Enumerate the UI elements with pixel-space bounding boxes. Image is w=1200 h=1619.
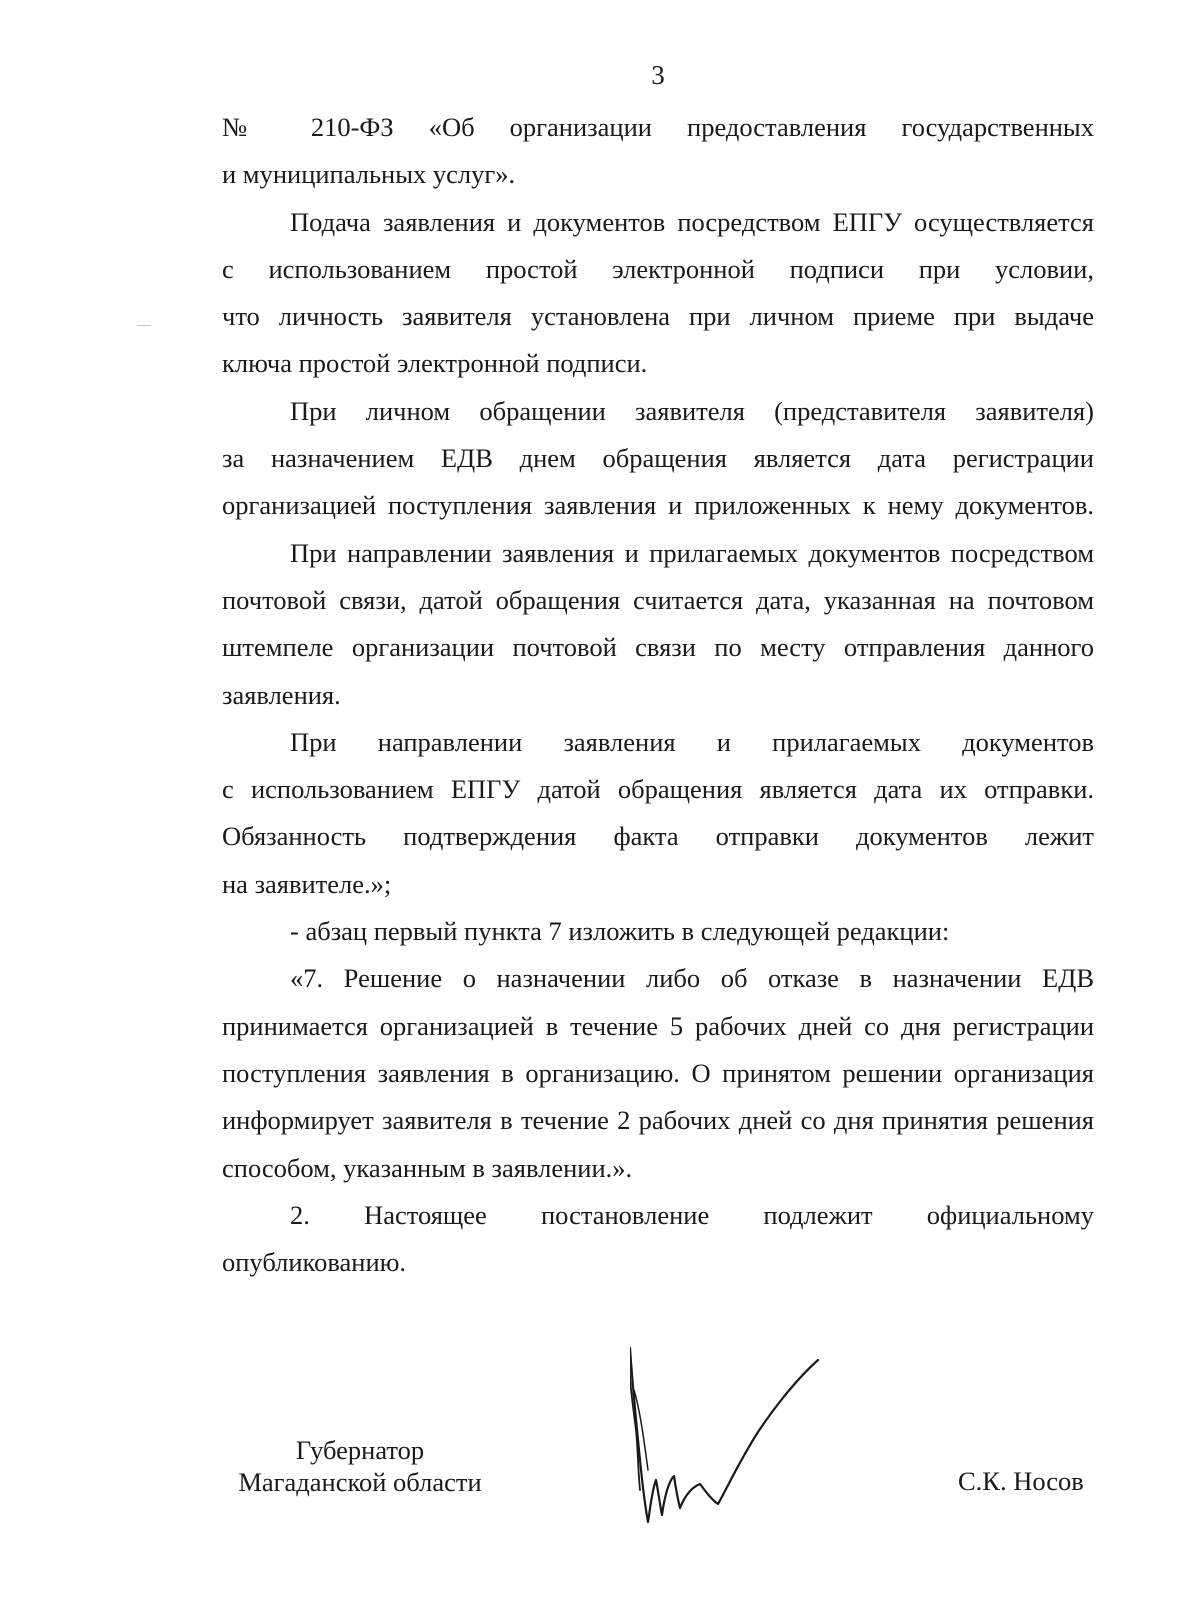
text-line: При личном обращении заявителя (представителя заявителя): [290, 395, 1094, 426]
text-line: за назначением ЕДВ днем обращения является дата регистрации: [222, 443, 1094, 474]
text-line: Обязанность подтверждения факта отправки документов лежит: [222, 821, 1094, 852]
text-line: ключа простой электронной подписи.: [222, 348, 648, 379]
signer-position-line1: Губернатор: [295, 1435, 425, 1465]
text-line: информирует заявителя в течение 2 рабочих дней со дня принятия решения: [222, 1105, 1094, 1136]
text-line: «7. Решение о назначении либо об отказе в назначении ЕДВ: [290, 963, 1094, 994]
text-line: способом, указанным в заявлении.».: [222, 1152, 633, 1183]
text-line: что личность заявителя установлена при личном приеме при выдаче: [222, 301, 1094, 332]
page-number: 3: [651, 60, 665, 90]
text-line: При направлении заявления и прилагаемых документов: [290, 726, 1094, 757]
text-line: организацией поступления заявления и приложенных к нему документов.: [222, 490, 1094, 521]
document-body: [222, 104, 1094, 1286]
text-line: поступления заявления в организацию. О принятом решении организация: [222, 1057, 1094, 1088]
text-line: При направлении заявления и прилагаемых документов посредством: [290, 537, 1094, 568]
signature-block: [0, 1300, 1200, 1560]
text-line: на заявителе.»;: [222, 868, 392, 899]
handwritten-signature: [630, 1340, 860, 1530]
text-line: 2. Настоящее постановление подлежит официальному: [290, 1199, 1094, 1230]
text-line: почтовой связи, датой обращения считается дата, указанная на почтовом: [222, 584, 1094, 615]
signer-name: С.К. Носов: [958, 1466, 1084, 1496]
text-line: заявления.: [222, 679, 341, 710]
text-line: опубликованию.: [222, 1247, 407, 1278]
scan-artifact: [137, 325, 151, 326]
text-line: принимается организацией в течение 5 рабочих дней со дня регистрации: [222, 1010, 1094, 1041]
signer-position-line2: Магаданской области: [238, 1467, 482, 1497]
signer-position: [230, 1434, 490, 1498]
text-line: с использованием ЕПГУ датой обращения является дата их отправки.: [222, 774, 1094, 805]
text-line: штемпеле организации почтовой связи по месту отправления данного: [222, 632, 1094, 663]
text-line: № 210-ФЗ «Об организации предоставления государственных: [222, 112, 1094, 142]
text-line: и муниципальных услуг».: [222, 159, 516, 190]
text-line: с использованием простой электронной подписи при условии,: [222, 253, 1094, 284]
text-line: - абзац первый пункта 7 изложить в следующей редакции:: [290, 916, 950, 947]
text-line: Подача заявления и документов посредством ЕПГУ осуществляется: [290, 206, 1094, 237]
